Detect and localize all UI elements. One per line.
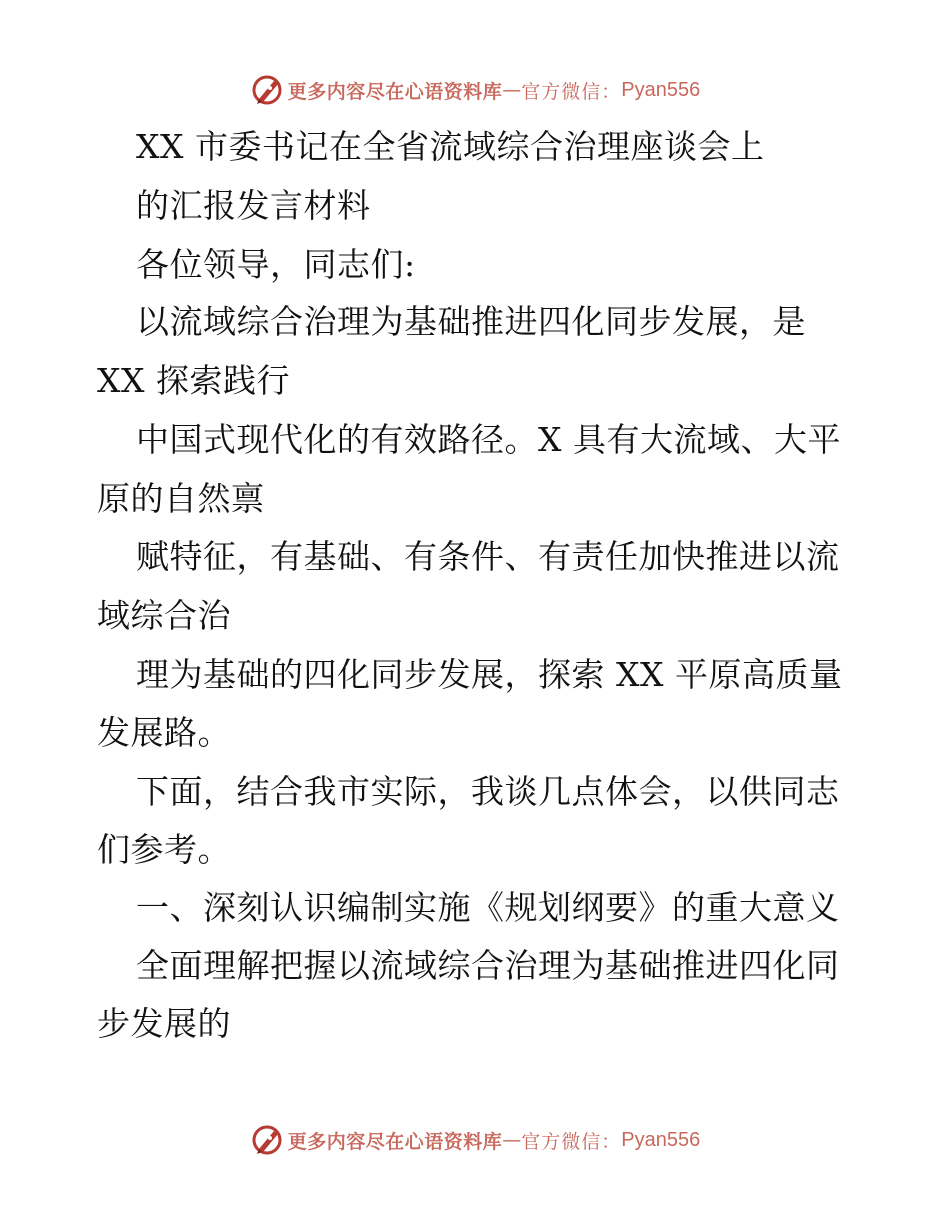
paragraph-line: 步发展的 [97, 1004, 231, 1043]
banner-separator: — [502, 1129, 522, 1151]
banner-wechat-id: Pyan556 [621, 78, 701, 101]
paragraph-line: 以流域综合治理为基础推进四化同步发展，是 [136, 302, 806, 341]
paragraph-line: 全面理解把握以流域综合治理为基础推进四化同 [136, 946, 840, 985]
banner-separator: — [502, 79, 522, 101]
paragraph-line: 理为基础的四化同步发展，探索 XX 平原高质量 [136, 655, 843, 694]
banner-wechat-label: 官方微信： [521, 80, 622, 103]
header-banner [0, 70, 950, 110]
banner-main-text: 更多内容尽在心语资料库 [287, 1130, 503, 1153]
paragraph-line: 中国式现代化的有效路径。X 具有大流域、大平 [136, 420, 841, 459]
paragraph-line: XX 探索践行 [97, 361, 290, 400]
banner-wechat-id: Pyan556 [621, 1128, 701, 1151]
paragraph-line: 们参考。 [97, 830, 231, 869]
paragraph-line: 发展路。 [97, 713, 231, 752]
section-heading: 一、深刻认识编制实施《规划纲要》的重大意义 [136, 888, 840, 927]
paragraph-line: 原的自然禀 [97, 479, 265, 518]
paragraph-line: 赋特征，有基础、有条件、有责任加快推进以流 [136, 537, 840, 576]
banner-main-text: 更多内容尽在心语资料库 [287, 80, 503, 103]
pen-logo-icon [250, 1123, 284, 1157]
footer-banner [0, 1120, 950, 1160]
pen-logo-icon [250, 73, 284, 107]
banner-wechat-label: 官方微信： [521, 1130, 622, 1153]
document-title-line2: 的汇报发言材料 [136, 186, 371, 225]
paragraph-line: 域综合治 [97, 596, 231, 635]
document-title-line1: XX 市委书记在全省流域综合治理座谈会上 [136, 127, 765, 166]
paragraph-line: 下面，结合我市实际，我谈几点体会，以供同志 [136, 772, 840, 811]
salutation: 各位领导，同志们: [136, 245, 416, 284]
